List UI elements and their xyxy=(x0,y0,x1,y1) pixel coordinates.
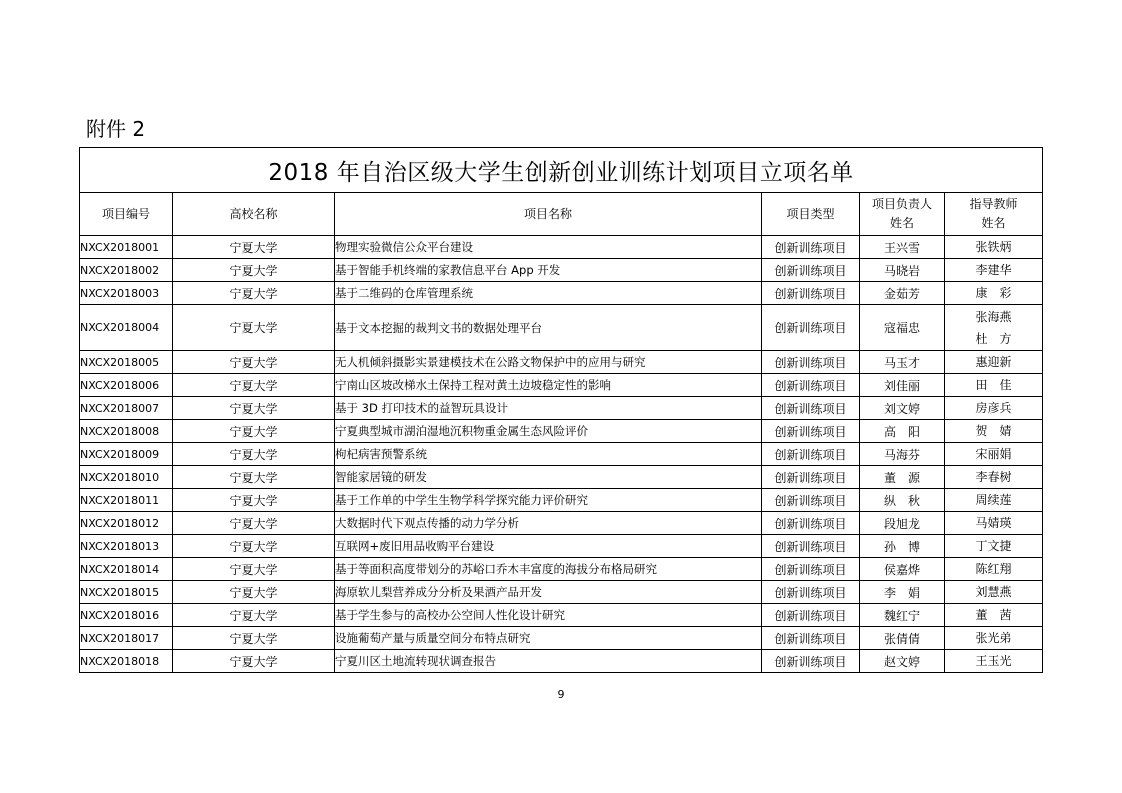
cell-school: 宁夏大学 xyxy=(173,650,335,673)
cell-project-type: 创新训练项目 xyxy=(762,236,860,259)
cell-code: NXCX2018014 xyxy=(80,558,173,581)
cell-code: NXCX2018017 xyxy=(80,627,173,650)
attachment-label: 附件 2 xyxy=(86,117,146,141)
cell-code: NXCX2018003 xyxy=(80,282,173,305)
cell-school: 宁夏大学 xyxy=(173,512,335,535)
cell-leader: 刘文婷 xyxy=(860,397,945,420)
cell-project-type: 创新训练项目 xyxy=(762,604,860,627)
cell-project-type: 创新训练项目 xyxy=(762,558,860,581)
table-row xyxy=(80,236,1043,259)
cell-school: 宁夏大学 xyxy=(173,397,335,420)
table-row xyxy=(80,535,1043,558)
cell-project-name: 无人机倾斜摄影实景建模技术在公路文物保护中的应用与研究 xyxy=(335,351,762,374)
cell-school: 宁夏大学 xyxy=(173,535,335,558)
cell-project-type: 创新训练项目 xyxy=(762,259,860,282)
cell-school: 宁夏大学 xyxy=(173,466,335,489)
cell-code: NXCX2018002 xyxy=(80,259,173,282)
cell-advisor: 董 茜 xyxy=(945,604,1043,627)
cell-project-name: 枸杞病害预警系统 xyxy=(335,443,762,466)
title-row xyxy=(80,148,1043,193)
cell-leader: 孙 博 xyxy=(860,535,945,558)
cell-project-type: 创新训练项目 xyxy=(762,351,860,374)
cell-leader: 董 源 xyxy=(860,466,945,489)
cell-project-type: 创新训练项目 xyxy=(762,374,860,397)
cell-leader: 赵文婷 xyxy=(860,650,945,673)
table-row xyxy=(80,420,1043,443)
cell-leader: 侯嘉烨 xyxy=(860,558,945,581)
cell-advisor: 陈红翔 xyxy=(945,558,1043,581)
table-row xyxy=(80,397,1043,420)
cell-advisor: 房彦兵 xyxy=(945,397,1043,420)
cell-school: 宁夏大学 xyxy=(173,420,335,443)
cell-code: NXCX2018001 xyxy=(80,236,173,259)
cell-project-type: 创新训练项目 xyxy=(762,650,860,673)
cell-leader: 寇福忠 xyxy=(860,305,945,351)
cell-project-type: 创新训练项目 xyxy=(762,420,860,443)
cell-leader: 高 阳 xyxy=(860,420,945,443)
cell-advisor: 贺 婧 xyxy=(945,420,1043,443)
cell-leader: 纵 秋 xyxy=(860,489,945,512)
cell-leader: 马晓岩 xyxy=(860,259,945,282)
table-row xyxy=(80,305,1043,351)
cell-code: NXCX2018011 xyxy=(80,489,173,512)
header-row xyxy=(80,193,1043,236)
cell-project-type: 创新训练项目 xyxy=(762,489,860,512)
cell-project-name: 设施葡萄产量与质量空间分布特点研究 xyxy=(335,627,762,650)
cell-project-name: 基于学生参与的高校办公空间人性化设计研究 xyxy=(335,604,762,627)
cell-code: NXCX2018012 xyxy=(80,512,173,535)
table-row xyxy=(80,512,1043,535)
cell-leader: 王兴雪 xyxy=(860,236,945,259)
cell-leader: 段旭龙 xyxy=(860,512,945,535)
cell-advisor: 宋丽娟 xyxy=(945,443,1043,466)
cell-advisor: 田 佳 xyxy=(945,374,1043,397)
header-school: 高校名称 xyxy=(173,193,335,236)
cell-code: NXCX2018008 xyxy=(80,420,173,443)
cell-code: NXCX2018016 xyxy=(80,604,173,627)
cell-advisor: 丁文捷 xyxy=(945,535,1043,558)
cell-project-name: 基于二维码的仓库管理系统 xyxy=(335,282,762,305)
cell-leader: 李 娟 xyxy=(860,581,945,604)
page-number: 9 xyxy=(557,688,565,701)
cell-leader: 张倩倩 xyxy=(860,627,945,650)
cell-advisor: 康 彩 xyxy=(945,282,1043,305)
table-row xyxy=(80,627,1043,650)
cell-leader: 刘佳丽 xyxy=(860,374,945,397)
table-row xyxy=(80,443,1043,466)
project-list-table xyxy=(79,147,1043,673)
header-code: 项目编号 xyxy=(80,193,173,236)
cell-project-type: 创新训练项目 xyxy=(762,581,860,604)
cell-project-name: 基于等面积高度带划分的苏峪口乔木丰富度的海拔分布格局研究 xyxy=(335,558,762,581)
cell-school: 宁夏大学 xyxy=(173,282,335,305)
cell-code: NXCX2018006 xyxy=(80,374,173,397)
cell-code: NXCX2018005 xyxy=(80,351,173,374)
cell-leader: 马海芬 xyxy=(860,443,945,466)
cell-project-name: 基于文本挖掘的裁判文书的数据处理平台 xyxy=(335,305,762,351)
cell-project-type: 创新训练项目 xyxy=(762,305,860,351)
cell-leader: 魏红宁 xyxy=(860,604,945,627)
cell-advisor: 张光弟 xyxy=(945,627,1043,650)
cell-school: 宁夏大学 xyxy=(173,581,335,604)
table-row xyxy=(80,558,1043,581)
cell-project-name: 智能家居镜的研发 xyxy=(335,466,762,489)
cell-project-type: 创新训练项目 xyxy=(762,397,860,420)
cell-school: 宁夏大学 xyxy=(173,489,335,512)
cell-leader: 马玉才 xyxy=(860,351,945,374)
table-row xyxy=(80,351,1043,374)
cell-project-type: 创新训练项目 xyxy=(762,282,860,305)
cell-advisor: 张铁炳 xyxy=(945,236,1043,259)
cell-advisor: 李建华 xyxy=(945,259,1043,282)
cell-project-type: 创新训练项目 xyxy=(762,512,860,535)
cell-project-name: 宁夏典型城市湖泊湿地沉积物重金属生态风险评价 xyxy=(335,420,762,443)
cell-code: NXCX2018007 xyxy=(80,397,173,420)
cell-school: 宁夏大学 xyxy=(173,374,335,397)
header-project-type: 项目类型 xyxy=(762,193,860,236)
cell-project-type: 创新训练项目 xyxy=(762,627,860,650)
cell-project-name: 互联网+废旧用品收购平台建设 xyxy=(335,535,762,558)
cell-code: NXCX2018013 xyxy=(80,535,173,558)
cell-project-name: 宁夏川区土地流转现状调查报告 xyxy=(335,650,762,673)
table-row xyxy=(80,604,1043,627)
cell-advisor: 王玉光 xyxy=(945,650,1043,673)
cell-advisor: 惠迎新 xyxy=(945,351,1043,374)
table-row xyxy=(80,374,1043,397)
cell-code: NXCX2018015 xyxy=(80,581,173,604)
cell-school: 宁夏大学 xyxy=(173,236,335,259)
cell-school: 宁夏大学 xyxy=(173,259,335,282)
cell-code: NXCX2018004 xyxy=(80,305,173,351)
cell-school: 宁夏大学 xyxy=(173,351,335,374)
header-leader: 项目负责人 姓名 xyxy=(860,193,945,236)
cell-advisor: 李春树 xyxy=(945,466,1043,489)
table-row xyxy=(80,581,1043,604)
cell-school: 宁夏大学 xyxy=(173,443,335,466)
table-row xyxy=(80,282,1043,305)
cell-project-name: 物理实验微信公众平台建设 xyxy=(335,236,762,259)
table-title: 2018 年自治区级大学生创新创业训练计划项目立项名单 xyxy=(80,148,1043,193)
table-row xyxy=(80,650,1043,673)
table-row xyxy=(80,466,1043,489)
cell-school: 宁夏大学 xyxy=(173,627,335,650)
cell-project-name: 基于工作单的中学生生物学科学探究能力评价研究 xyxy=(335,489,762,512)
cell-project-name: 宁南山区坡改梯水土保持工程对黄土边坡稳定性的影响 xyxy=(335,374,762,397)
cell-project-type: 创新训练项目 xyxy=(762,466,860,489)
cell-advisor: 张海燕 杜 方 xyxy=(945,305,1043,351)
cell-school: 宁夏大学 xyxy=(173,604,335,627)
cell-school: 宁夏大学 xyxy=(173,305,335,351)
cell-advisor: 马婧瑛 xyxy=(945,512,1043,535)
cell-project-name: 海原软儿梨营养成分分析及果酒产品开发 xyxy=(335,581,762,604)
table-row xyxy=(80,259,1043,282)
cell-code: NXCX2018010 xyxy=(80,466,173,489)
table-row xyxy=(80,489,1043,512)
cell-project-name: 基于智能手机终端的家教信息平台 App 开发 xyxy=(335,259,762,282)
cell-advisor: 刘慧燕 xyxy=(945,581,1043,604)
cell-leader: 金茹芳 xyxy=(860,282,945,305)
cell-project-name: 基于 3D 打印技术的益智玩具设计 xyxy=(335,397,762,420)
header-project-name: 项目名称 xyxy=(335,193,762,236)
cell-code: NXCX2018009 xyxy=(80,443,173,466)
cell-school: 宁夏大学 xyxy=(173,558,335,581)
cell-project-type: 创新训练项目 xyxy=(762,443,860,466)
cell-project-type: 创新训练项目 xyxy=(762,535,860,558)
cell-project-name: 大数据时代下观点传播的动力学分析 xyxy=(335,512,762,535)
cell-code: NXCX2018018 xyxy=(80,650,173,673)
header-advisor: 指导教师 姓名 xyxy=(945,193,1043,236)
cell-advisor: 周续莲 xyxy=(945,489,1043,512)
